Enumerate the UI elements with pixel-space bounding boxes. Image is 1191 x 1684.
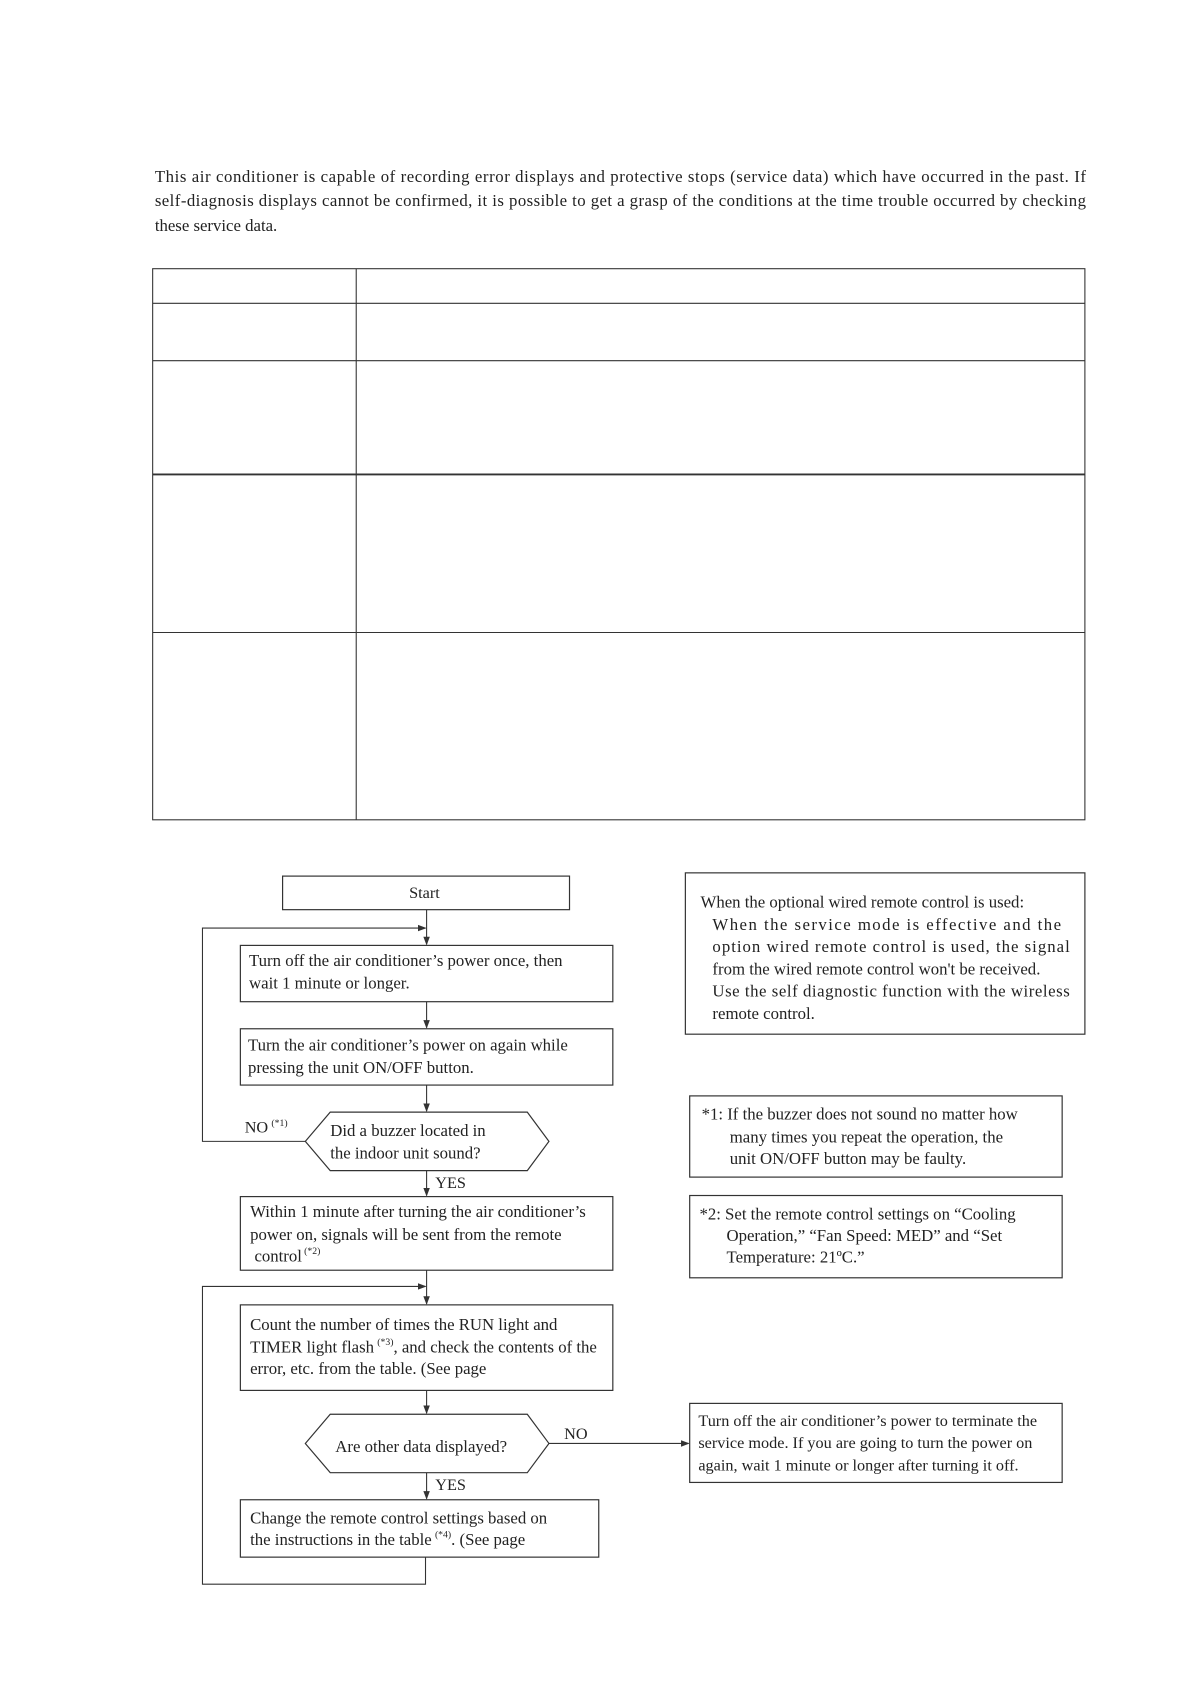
svg-text:*2: Set the remote control set: *2: Set the remote control settings on “Cooling: [699, 1204, 1016, 1224]
svg-text:When the optional wired remote: When the optional wired remote control is used:: [700, 892, 1025, 912]
svg-text:from the wired remote control: from the wired remote control won't be received.: [712, 959, 1041, 979]
flow-decision-other-data: [305, 1414, 587, 1494]
svg-text:unit ON/OFF button may be faul: unit ON/OFF button may be faulty.: [729, 1149, 967, 1169]
service-data-table: [153, 269, 1085, 820]
flow-step-change-settings: [240, 1500, 598, 1557]
svg-text:Count the number of times the: Count the number of times the RUN light and: [250, 1314, 558, 1334]
svg-text:the instructions in the table(: the instructions in the table $^{(*4)}$. (See page: [250, 1529, 526, 1550]
intro-line: This air conditioner is capable of recording error displays and protective stops (service data) which have occurred in the past. If: [154, 167, 1086, 187]
svg-text:Turn off the air conditioner’s: Turn off the air conditioner’s power to terminate the: [698, 1412, 1038, 1431]
svg-text:Temperature: 21ºC.”: Temperature: 21ºC.”: [726, 1247, 865, 1267]
svg-text:Use the self diagnostic functi: Use the self diagnostic function with the wireless: [712, 981, 1070, 1001]
flow-start: [283, 876, 570, 910]
svg-text:again, wait 1 minute or longer: again, wait 1 minute or longer after turning it off.: [698, 1456, 1019, 1475]
svg-text:wait 1 minute or longer.: wait 1 minute or longer.: [249, 973, 410, 993]
svg-text:Start: Start: [409, 883, 440, 902]
flow-step-send-signals: [240, 1197, 612, 1271]
flow-step-power-on: [240, 1029, 612, 1085]
svg-text:the indoor unit sound?: the indoor unit sound?: [330, 1143, 481, 1163]
svg-text:When the service mode is effec: When the service mode is effective and the: [712, 915, 1062, 935]
svg-text:Turn the air conditioner’s pow: Turn the air conditioner’s power on again while: [247, 1035, 568, 1055]
flow-step-count-flashes: [240, 1305, 612, 1391]
svg-text:remote control.: remote control.: [712, 1004, 815, 1024]
no-label: NO: [564, 1425, 588, 1444]
svg-text:Turn off the air conditioner’s: Turn off the air conditioner’s power once, then: [249, 950, 563, 970]
intro-line: self-diagnosis displays cannot be confirmed, it is possible to get a grasp of the conditions at the time trouble occurred by checking: [154, 190, 1086, 210]
svg-text:Operation,” “Fan Speed: MED” a: Operation,” “Fan Speed: MED” and “Set: [726, 1225, 1003, 1245]
note-wired-remote: [685, 873, 1085, 1034]
svg-text:option wired remote control is: option wired remote control is used, the signal: [712, 936, 1070, 956]
yes-label: YES: [435, 1173, 466, 1192]
flow-decision-buzzer: [245, 1112, 549, 1192]
note-1-buzzer: [690, 1096, 1062, 1177]
svg-text:*1: If the buzzer does not sou: *1: If the buzzer does not sound no matter how: [701, 1104, 1018, 1124]
svg-text:Are other data displayed?: Are other data displayed?: [335, 1437, 508, 1457]
flow-step-power-off: [240, 945, 612, 1001]
intro-paragraph: [155, 167, 1087, 235]
yes-label: YES: [435, 1476, 466, 1495]
svg-text:TIMER light flash(*3), and che: TIMER light flash $^{(*3)}$, and check the contents of the: [250, 1336, 597, 1357]
svg-text:Within 1 minute after turning: Within 1 minute after turning the air conditioner’s: [250, 1202, 586, 1222]
no-label: NO $^{(*1)}$: [244, 1118, 288, 1137]
svg-text:service mode. If you are going: service mode. If you are going to turn the power on: [698, 1433, 1033, 1452]
svg-text:pressing the unit ON/OFF butto: pressing the unit ON/OFF button.: [247, 1058, 474, 1078]
note-2-remote-settings: [690, 1196, 1062, 1278]
svg-text:control(*2): control $^{(*2)}$: [254, 1245, 321, 1266]
svg-text:Did a buzzer located in: Did a buzzer located in: [330, 1120, 486, 1140]
intro-line: these service data.: [154, 215, 278, 235]
flow-end-terminate: [690, 1403, 1062, 1482]
svg-text:Change the remote control sett: Change the remote control settings based on: [250, 1508, 548, 1528]
svg-text:error, etc. from the table. (S: error, etc. from the table. (See page: [250, 1359, 487, 1379]
svg-text:power on, signals will be sent: power on, signals will be sent from the remote: [250, 1224, 562, 1244]
svg-text:many times you repeat the oper: many times you repeat the operation, the: [729, 1127, 1004, 1147]
